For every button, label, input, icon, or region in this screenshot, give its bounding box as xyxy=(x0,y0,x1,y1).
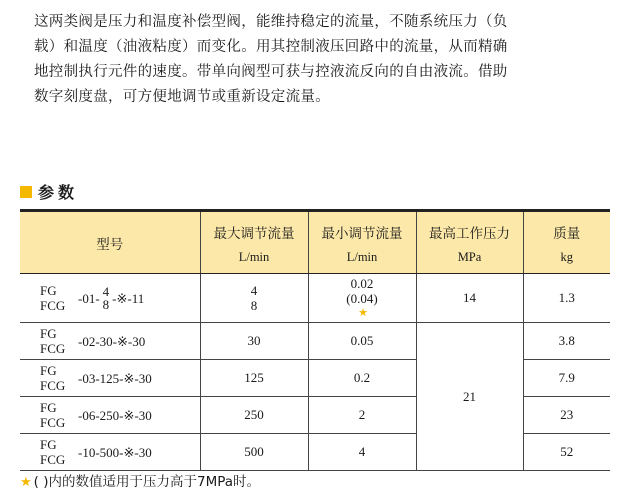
intro-paragraph xyxy=(34,10,606,110)
model-prefix: FG FCG xyxy=(40,437,66,467)
unit-max-flow: L/min xyxy=(200,242,308,274)
unit-mass: kg xyxy=(523,242,610,274)
mass-cell: 1.3 xyxy=(523,274,610,323)
section-title: 参数 xyxy=(38,183,79,202)
min-flow-cell: 2 xyxy=(308,397,416,434)
parameters-table xyxy=(20,209,610,471)
column-header-mass: 质量 xyxy=(523,211,610,243)
max-flow-cell: 4 8 xyxy=(200,274,308,323)
model-code-post: -※-11 xyxy=(112,290,145,306)
model-code: -03-125-※-30 xyxy=(78,370,152,386)
unit-min-flow: L/min xyxy=(308,242,416,274)
pressure-cell: 14 xyxy=(416,274,523,323)
model-code: -06-250-※-30 xyxy=(78,407,152,423)
min-flow-cell: 4 xyxy=(308,434,416,471)
mass-cell: 7.9 xyxy=(523,360,610,397)
footnote-text: ( )内的数值适用于压力高于7MPa时。 xyxy=(33,474,261,490)
model-prefix: FG FCG xyxy=(40,363,66,393)
model-cell xyxy=(20,274,200,323)
pressure-cell: 21 xyxy=(416,323,523,471)
column-header-max-flow: 最大调节流量 xyxy=(200,211,308,243)
model-prefix: FG FCG xyxy=(40,283,66,313)
model-cell xyxy=(20,434,200,471)
max-flow-cell: 125 xyxy=(200,360,308,397)
min-flow-cell: 0.02 (0.04) ★ xyxy=(308,274,416,323)
unit-max-pressure: MPa xyxy=(416,242,523,274)
intro-line: 数字刻度盘，可方便地调节或重新设定流量。 xyxy=(34,89,330,105)
model-cell xyxy=(20,397,200,434)
model-code-pre: -01- xyxy=(78,290,100,306)
column-header-min-flow: 最小调节流量 xyxy=(308,211,416,243)
intro-line: 载）和温度（油液粘度）而变化。用其控制液压回路中的流量，从而精确 xyxy=(34,39,508,55)
model-cell xyxy=(20,360,200,397)
intro-line: 地控制执行元件的速度。带单向阀型可获与控液流反向的自由液流。借助 xyxy=(34,64,508,80)
max-flow-cell: 30 xyxy=(200,323,308,360)
model-code: -02-30-※-30 xyxy=(78,333,146,349)
model-cell xyxy=(20,323,200,360)
mass-cell: 23 xyxy=(523,397,610,434)
column-header-model: 型号 xyxy=(20,211,200,274)
max-flow-cell: 250 xyxy=(200,397,308,434)
section-heading xyxy=(20,180,78,203)
table-row xyxy=(20,323,610,360)
mass-cell: 3.8 xyxy=(523,323,610,360)
star-icon: ★ xyxy=(20,475,32,490)
min-flow-cell: 0.2 xyxy=(308,360,416,397)
square-bullet-icon xyxy=(20,186,32,198)
min-flow-cell: 0.05 xyxy=(308,323,416,360)
column-header-max-pressure: 最高工作压力 xyxy=(416,211,523,243)
mass-cell: 52 xyxy=(523,434,610,471)
model-prefix: FG FCG xyxy=(40,326,66,356)
intro-line: 这两类阀是压力和温度补偿型阀，能维持稳定的流量，不随系统压力（负 xyxy=(34,14,508,30)
model-code: -10-500-※-30 xyxy=(78,444,152,460)
max-flow-cell: 500 xyxy=(200,434,308,471)
model-prefix: FG FCG xyxy=(40,400,66,430)
table-row xyxy=(20,274,610,323)
footnote xyxy=(20,470,260,490)
star-icon: ★ xyxy=(358,306,368,319)
model-size-fraction: 4 8 xyxy=(102,284,110,312)
